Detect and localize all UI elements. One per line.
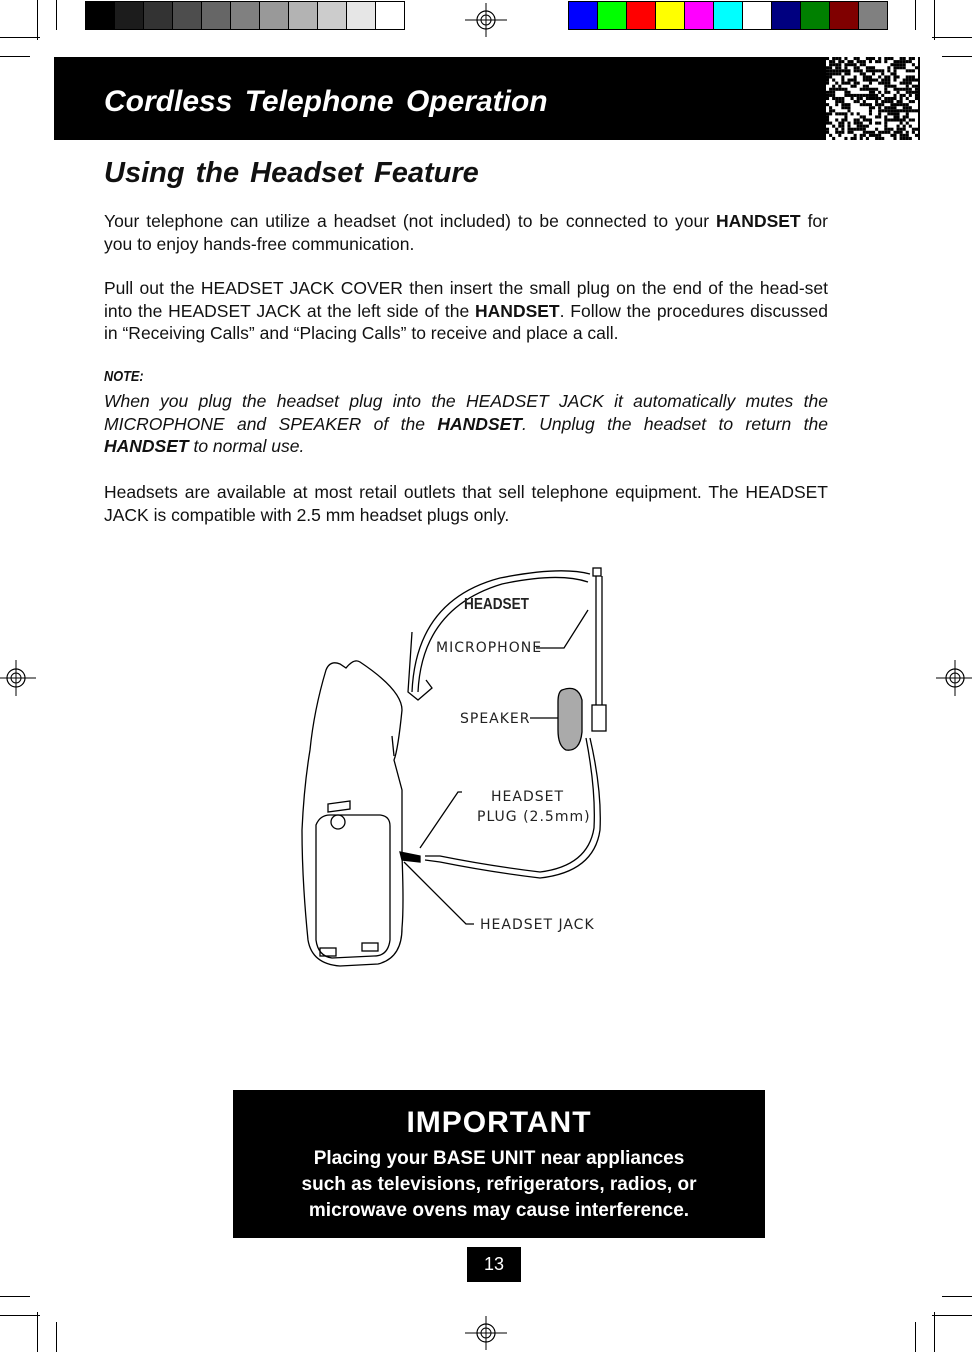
label-headset: HEADSET bbox=[464, 596, 529, 613]
important-line: Placing your BASE UNIT near appliances bbox=[313, 1148, 685, 1169]
bold-handset: HANDSET bbox=[104, 436, 189, 456]
color-swatch bbox=[375, 1, 405, 30]
important-title: IMPORTANT bbox=[406, 1106, 592, 1139]
color-swatch bbox=[597, 1, 627, 30]
text: for you to enjoy hands-free communication. bbox=[104, 211, 828, 254]
qr-code-icon bbox=[826, 57, 918, 140]
color-swatch bbox=[288, 1, 318, 30]
color-swatch bbox=[626, 1, 656, 30]
note-label: NOTE: bbox=[104, 368, 144, 385]
important-line: microwave ovens may cause interference. bbox=[308, 1200, 690, 1221]
bold-handset: HANDSET bbox=[475, 300, 560, 321]
crop-mark bbox=[37, 1312, 38, 1352]
registration-mark-bottom bbox=[465, 1316, 507, 1350]
color-swatch bbox=[230, 1, 260, 30]
color-swatch bbox=[684, 1, 714, 30]
crop-mark bbox=[932, 1315, 972, 1316]
color-swatch bbox=[143, 1, 173, 30]
text: Your telephone can utilize a headset (not included) to be connected to your bbox=[104, 211, 717, 231]
text: . Unplug the headset to return the bbox=[521, 413, 828, 434]
text: . Follow the procedures discussed in “Receiving Calls” and “Placing Calls” to receive and place a call. bbox=[104, 300, 829, 343]
label-headset-jack: HEADSET JACK bbox=[480, 917, 595, 933]
color-swatch bbox=[259, 1, 289, 30]
bold-handset: HANDSET bbox=[437, 413, 522, 434]
registration-mark-left bbox=[0, 660, 36, 696]
page-number: 13 bbox=[467, 1247, 521, 1282]
paragraph-instructions bbox=[104, 277, 828, 345]
crop-mark bbox=[56, 1322, 57, 1352]
color-swatch bbox=[713, 1, 743, 30]
color-swatch bbox=[201, 1, 231, 30]
text: Pull out the HEADSET JACK COVER then insert the small plug on the end of the head-set into the HEADSET JACK at the left side of the bbox=[104, 278, 828, 321]
crop-mark bbox=[942, 1296, 972, 1297]
section-heading: Using the Headset Feature bbox=[104, 157, 479, 189]
crop-mark bbox=[0, 37, 40, 38]
crop-mark bbox=[932, 37, 972, 38]
important-line: such as televisions, refrigerators, radios, or bbox=[301, 1174, 697, 1195]
text: to normal use. bbox=[188, 436, 305, 456]
text: When you plug the headset plug into the HEADSET JACK it automatically mutes the MICROPHONE and SPEAKER of the bbox=[104, 391, 828, 434]
crop-mark bbox=[934, 0, 935, 40]
page-title: Cordless Telephone Operation bbox=[104, 85, 548, 118]
bold-handset: HANDSET bbox=[716, 211, 801, 231]
crop-mark bbox=[0, 1296, 30, 1297]
color-swatch bbox=[114, 1, 144, 30]
color-swatch bbox=[655, 1, 685, 30]
color-swatch bbox=[568, 1, 598, 30]
headset-illustration bbox=[290, 560, 630, 980]
label-headset-plug-line1: HEADSET bbox=[491, 789, 565, 805]
color-swatch bbox=[800, 1, 830, 30]
paragraph-intro bbox=[104, 210, 828, 255]
label-headset-plug-line2: PLUG (2.5mm) bbox=[477, 809, 591, 825]
paragraph-availability: Headsets are available at most retail outlets that sell telephone equipment. The HEADSET JACK is compatible with 2.5 mm headset plugs only. bbox=[104, 482, 828, 525]
color-swatch bbox=[771, 1, 801, 30]
crop-mark bbox=[56, 0, 57, 30]
crop-mark bbox=[0, 1315, 40, 1316]
label-speaker: SPEAKER bbox=[460, 711, 531, 727]
important-notice bbox=[233, 1090, 765, 1238]
color-swatch bbox=[317, 1, 347, 30]
crop-mark bbox=[934, 1312, 935, 1352]
crop-mark bbox=[0, 56, 30, 57]
color-swatch bbox=[742, 1, 772, 30]
crop-mark bbox=[942, 56, 972, 57]
registration-mark-top bbox=[465, 3, 507, 37]
crop-mark bbox=[915, 1322, 916, 1352]
color-swatch bbox=[346, 1, 376, 30]
crop-mark bbox=[37, 0, 38, 40]
color-swatch bbox=[85, 1, 115, 30]
note-body bbox=[104, 390, 828, 458]
registration-mark-right bbox=[936, 660, 972, 696]
color-swatch bbox=[829, 1, 859, 30]
crop-mark bbox=[915, 0, 916, 30]
color-swatch bbox=[858, 1, 888, 30]
label-microphone: MICROPHONE bbox=[436, 640, 543, 656]
color-swatch bbox=[172, 1, 202, 30]
